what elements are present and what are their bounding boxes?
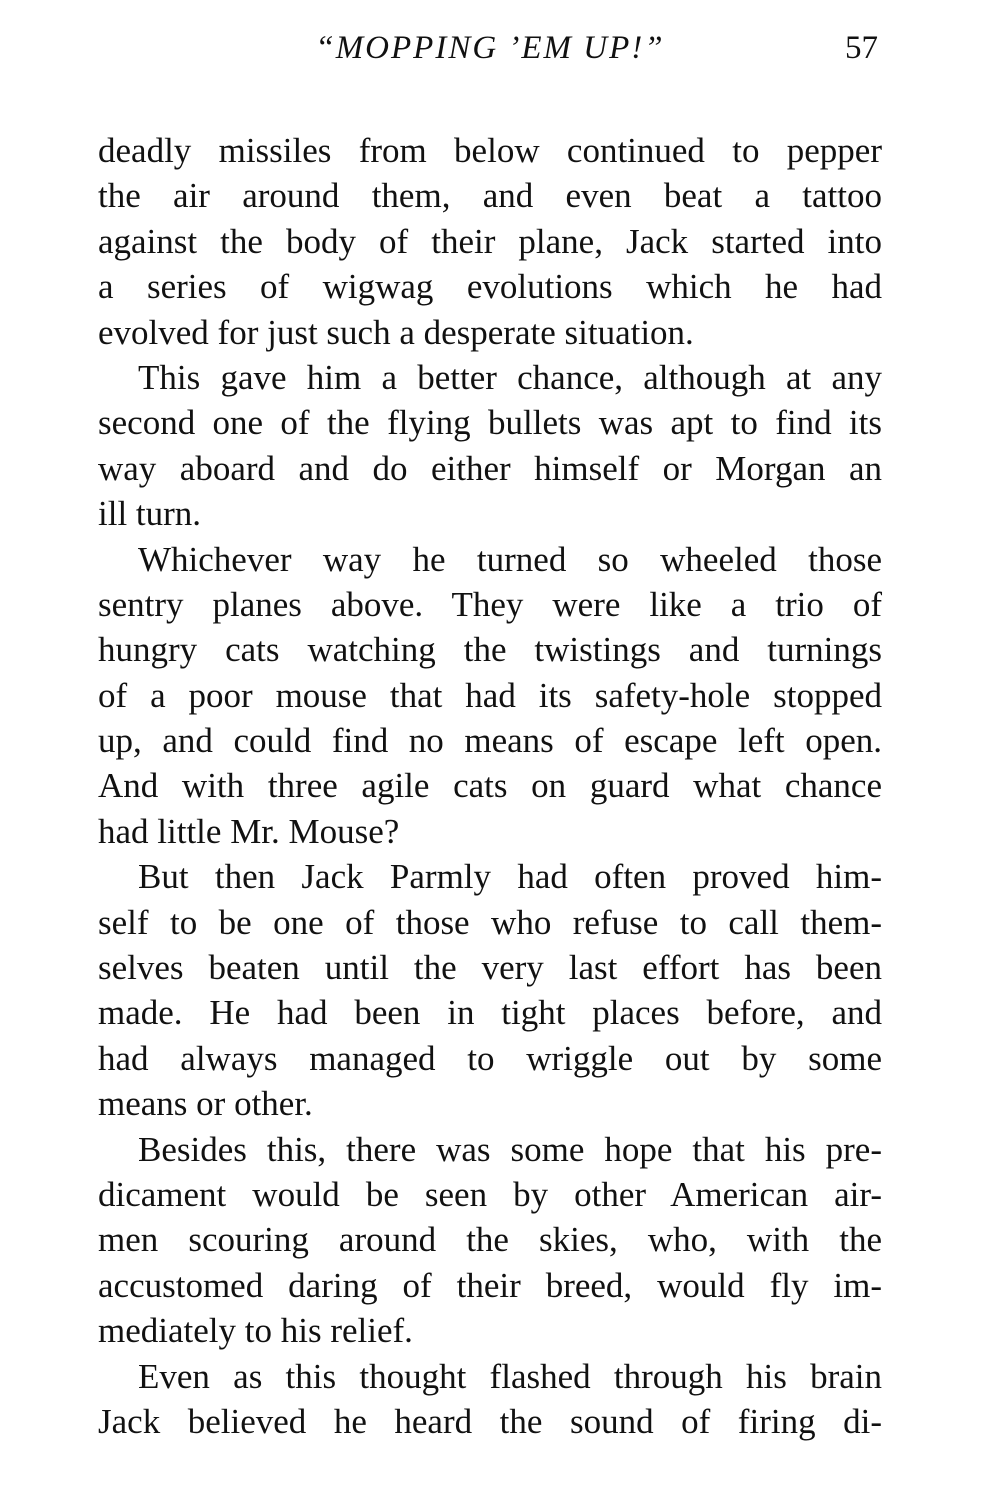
text-line: way aboard and do either himself or Morgan an <box>98 448 882 488</box>
text-line: means or other. <box>98 1084 313 1124</box>
text-line: had little Mr. Mouse? <box>98 811 400 851</box>
text-line: dicament would be seen by other American air- <box>98 1174 882 1214</box>
page-number: 57 <box>845 30 878 66</box>
paragraph-first-line: Whichever way he turned so wheeled those <box>138 539 882 579</box>
text-line: deadly missiles from below continued to pepper <box>98 131 882 170</box>
body-text <box>98 128 882 1444</box>
text-line: self to be one of those who refuse to call them- <box>98 902 882 942</box>
paragraph-first-line: Even as this thought flashed through his brain <box>138 1356 882 1396</box>
text-line: And with three agile cats on guard what chance <box>98 766 882 806</box>
page-header <box>98 30 882 80</box>
text-line: second one of the flying bullets was apt to find its <box>98 403 882 443</box>
running-title: “MOPPING ’EM UP!” <box>315 30 665 66</box>
text-line: selves beaten until the very last effort has been <box>98 948 882 988</box>
text-line: sentry planes above. They were like a trio of <box>98 584 882 624</box>
text-line: against the body of their plane, Jack started into <box>98 221 882 261</box>
text-line: made. He had been in tight places before, and <box>98 993 882 1033</box>
text-line: accustomed daring of their breed, would fly im- <box>98 1265 882 1305</box>
paragraph-first-line: But then Jack Parmly had often proved him- <box>138 857 882 897</box>
text-line: men scouring around the skies, who, with the <box>98 1220 882 1260</box>
text-line: a series of wigwag evolutions which he had <box>98 267 882 307</box>
paragraph-first-line: This gave him a better chance, although at any <box>138 357 882 397</box>
text-line: the air around them, and even beat a tattoo <box>98 176 882 216</box>
paragraph-first-line: Besides this, there was some hope that his pre- <box>138 1129 882 1169</box>
text-line: of a poor mouse that had its safety-hole stopped <box>98 675 882 715</box>
text-line: had always managed to wriggle out by some <box>98 1038 882 1078</box>
text-line: mediately to his relief. <box>98 1311 413 1351</box>
text-line: up, and could find no means of escape left open. <box>98 721 882 761</box>
text-line: ill turn. <box>98 494 202 534</box>
text-line: hungry cats watching the twistings and turnings <box>98 630 882 670</box>
text-line: evolved for just such a desperate situation. <box>98 312 694 352</box>
text-line: Jack believed he heard the sound of firing di- <box>98 1401 882 1441</box>
